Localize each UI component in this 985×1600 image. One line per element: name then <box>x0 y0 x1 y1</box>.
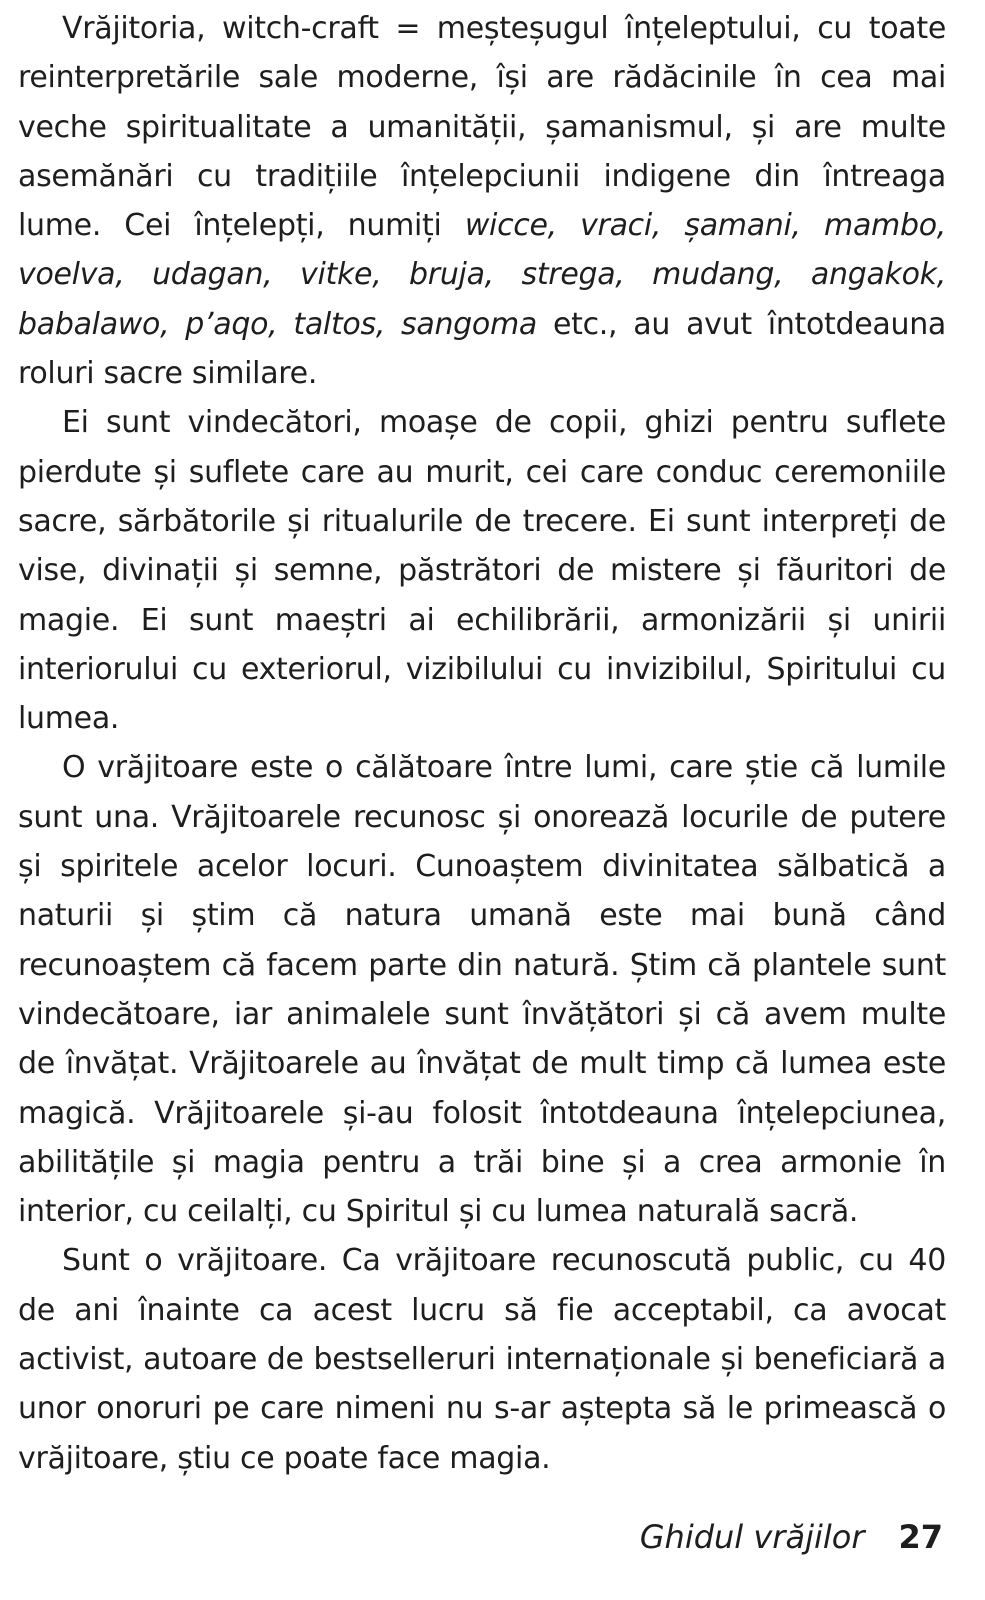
paragraph-3: O vrăjitoare este o călătoare între lumi, care știe că lumile sunt una. Vrăjitoarele recunosc și onorează locurile de putere și spiritele acelor locuri. Cunoaștem divinitatea sălbatică a naturii și știm că natura umană este mai bună când recunoaștem că facem parte din natură. Știm că plantele sunt vindecătoare, iar animalele sunt învățători și că avem multe de învățat. Vrăjitoarele au învățat de mult timp că lumea este magică. Vrăjitoarele și-au folosit întotdeauna înțelepciunea, abilitățile și magia pentru a trăi bine și a crea armonie în interior, cu ceilalți, cu Spiritul și cu lumea naturală sacră. <box>18 750 946 1230</box>
paragraph-1-ending: etc., au avut întotdeauna roluri sacre similare. <box>18 306 947 392</box>
paragraph-1-italic-names: wicce, vraci, șamani, mambo, voelva, udagan, vitke, bruja, strega, mudang, angakok, babalawo, p’aqo, taltos, sangoma <box>18 208 947 342</box>
paragraph-4: Sunt o vrăjitoare. Ca vrăjitoare recunoscută public, cu 40 de ani înainte ca acest lucru să fie acceptabil, ca avocat activist, autoare de bestselleruri internaționale și beneficiară a unor onoruri pe care nimeni nu s-ar aștepta să le primească o vrăjitoare, știu ce poate face magia. <box>18 1243 946 1476</box>
page-footer <box>640 1518 943 1556</box>
running-title: Ghidul vrăjilor <box>639 1518 865 1556</box>
body-text <box>18 4 946 1483</box>
paragraph-1 <box>18 4 946 398</box>
page-number: 27 <box>898 1518 943 1556</box>
paragraph-1-intro: Vrăjitoria, witch-craft = meșteșugul înțeleptului, cu toate reinterpretările sale moderne, își are rădăcinile în cea mai veche spiritualitate a umanității, șamanismul, și are multe asemănări cu tradițiile înțelepciunii indigene din întreaga lume. Cei înțelepți, numiți <box>18 11 946 244</box>
paragraph-2: Ei sunt vindecători, moașe de copii, ghizi pentru suflete pierdute și suflete care au murit, cei care conduc ceremoniile sacre, sărbătorile și ritualurile de trecere. Ei sunt interpreți de vise, divinații și semne, păstrători de mistere și făuritori de magie. Ei sunt maeștri ai echilibrării, armonizării și unirii interiorului cu exteriorul, vizibilului cu invizibilul, Spiritului cu lumea. <box>18 405 946 737</box>
